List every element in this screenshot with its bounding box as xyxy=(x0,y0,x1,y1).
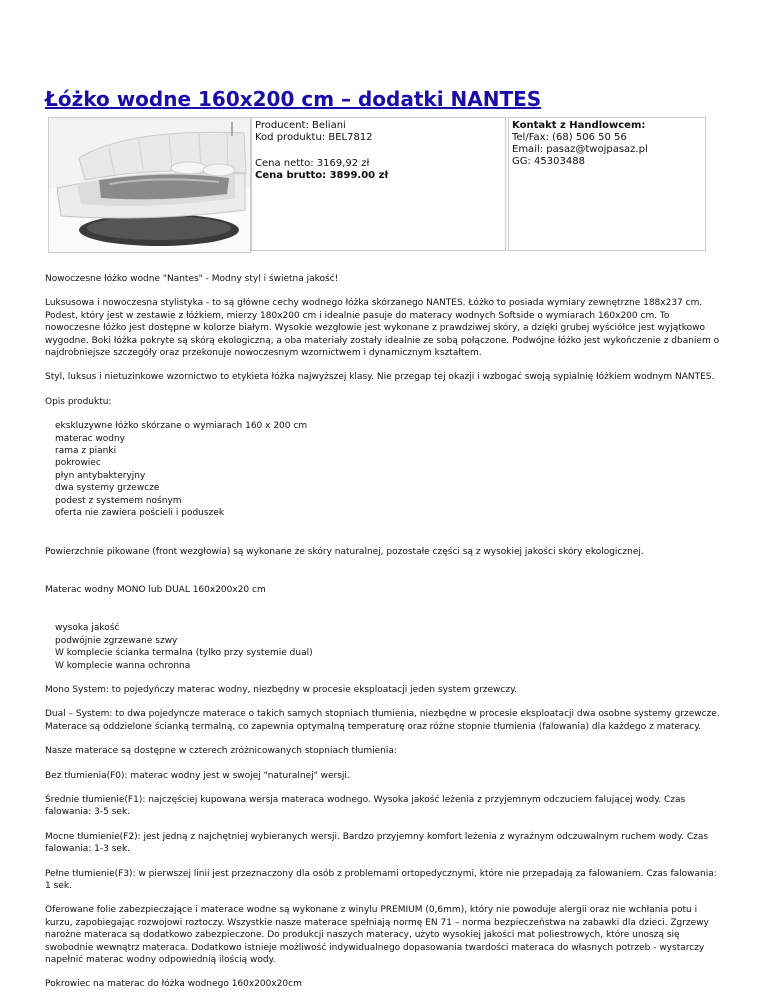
description-paragraph-1: Luksusowa i nowoczesna stylistyka - to są główne cechy wodnego łóżka skórzanego NANTES. Łóżko to posiada wymiary zewnętrzne 188x237 cm. Podest, który jest w zestawie z łóżkiem, mierzy 180x200 cm i idealnie pasuje do materacy wodnych Softside o wymiarach 160x200 cm. To nowoczesne łóżko jest dostępne w kolorze białym. Wysokie wezgłowie jest wykonane z prawdziwej skóry, a dzięki grubej wyściółce jest wyjątkowo wygodne. Boki łóżka pokryte są skórą ekologiczną, a oba materiały zostały idealnie ze sobą połączone. Podwójne łóżko jest wykończenie z dbaniem o najdrobniejsze szczegóły oraz przekonuje nowoczesnym wzornictwem i dynamicznym kształtem. xyxy=(45,298,720,359)
surfaces-paragraph: Powierzchnie pikowane (front wezgłowia) są wykonane ze skóry naturalnej, pozostałe części są z wysokiej jakości skóry ekologicznej. xyxy=(45,546,644,557)
intro-paragraph: Nowoczesne łóżko wodne "Nantes" - Modny styl i świetna jakość! xyxy=(45,274,339,284)
product-header xyxy=(45,117,723,253)
contact-gg: GG: 45303488 xyxy=(512,156,585,167)
contact-phone: Tel/Fax: (68) 506 50 56 xyxy=(512,132,627,143)
list-item: podest z systemem nośnym xyxy=(55,495,182,506)
list-item: płyn antybakteryjny xyxy=(55,470,146,481)
gross-price-text: Cena brutto: 3899.00 zł xyxy=(255,170,389,181)
list-item: materac wodny xyxy=(55,433,125,444)
contact-email: Email: pasaz@twojpasaz.pl xyxy=(512,144,648,155)
cover-paragraph: Pokrowiec na materac do łóżka wodnego 160x200x20cm xyxy=(45,979,302,990)
mattress-title: Materac wodny MONO lub DUAL 160x200x20 cm xyxy=(45,584,266,595)
contact-box xyxy=(508,117,706,251)
bed-photo-icon xyxy=(49,118,250,252)
list-item: dwa systemy grzewcze xyxy=(55,483,160,494)
list-item: W komplecie wanna ochronna xyxy=(55,660,191,671)
description-paragraph-2: Styl, luksus i nietuzinkowe wzornictwo to etykieta łóżka najwyższej klasy. Nie przegap tej okazji i wzbogać swoją sypialnię łóżkiem wodnym NANTES. xyxy=(45,372,715,383)
product-image xyxy=(48,117,251,253)
list-item: wysoka jakość xyxy=(55,623,120,634)
opis-label: Opis produktu: xyxy=(45,396,112,407)
foils-paragraph: Oferowane folie zabezpieczające i materace wodne są wykonane z winylu PREMIUM (0,6mm), który nie powoduje alergii oraz nie wchłania potu i kurzu, zapobiegając rozwojowi roztoczy. Wszystkie nasze materace spełniają normę EN 71 – norma bezpieczeństwa na zabawki dla dzieci. Zgrzewy narożne materaca są dodatkowo zabezpieczone. Do produkcji naszych materacy, użyto wysokiej jakości mat poliestrowych, które unoszą się swobodnie wewnątrz materaca. Dodatkowo istnieje możliwość indywidualnego dopasowania twardości materaca do własnych potrzeb - wystarczy napełnić materac wodny odpowiednią ilością wody. xyxy=(45,905,709,966)
list-item: oferta nie zawiera pościeli i poduszek xyxy=(55,508,225,519)
page-title xyxy=(45,0,723,114)
dual-system-paragraph: Dual – System: to dwa pojedyncze materace o takich samych stopniach tłumienia, niezbędne w procesie eksploatacji dwa osobne systemy grzewcze. Materace są oddzielone ścianką termalną, co zapewnia optymalną temperaturę oraz różne stopnie tłumienia (falowania) dla każdego z materacy. xyxy=(45,709,720,732)
product-code-text: Kod produktu: BEL7812 xyxy=(255,132,373,143)
contact-heading: Kontakt z Handlowcem: xyxy=(512,120,646,131)
levels-intro: Nasze materace są dostępne w czterech zróżnicowanych stopniach tłumienia: xyxy=(45,746,397,757)
list-item: pokrowiec xyxy=(55,458,101,469)
mattress-features-list xyxy=(45,622,723,672)
level-f3: Pełne tłumienie(F3): w pierwszej linii jest przeznaczony dla osób z problemami ortopedycznymi, które nie przepadają za falowaniem. Czas falowania: 1 sek. xyxy=(45,868,717,891)
producer-text: Producent: Beliani xyxy=(255,120,346,131)
list-item: rama z pianki xyxy=(55,446,117,457)
product-description xyxy=(45,273,723,991)
features-list xyxy=(45,420,723,519)
product-title-link[interactable]: Łóżko wodne 160x200 cm – dodatki NANTES xyxy=(45,87,542,111)
price-info-box xyxy=(251,117,506,251)
list-item: W komplecie ścianka termalna (tylko przy systemie dual) xyxy=(55,648,313,659)
level-f1: Średnie tłumienie(F1): najczęściej kupowana wersja materaca wodnego. Wysoka jakość leżenia z przyjemnym odczuciem falującej wody. Czas falowania: 3-5 sek. xyxy=(45,794,686,818)
list-item: ekskluzywne łóżko skórzane o wymiarach 160 x 200 cm xyxy=(55,421,308,432)
level-f0: Bez tłumienia(F0): materac wodny jest w swojej "naturalnej" wersji. xyxy=(45,770,350,781)
list-item: podwójnie zgrzewane szwy xyxy=(55,635,178,646)
mono-system-paragraph: Mono System: to pojedyńczy materac wodny, niezbędny w procesie eksploatacji jeden system grzewczy. xyxy=(45,684,517,695)
net-price-text: Cena netto: 3169,92 zł xyxy=(255,158,370,169)
level-f2: Mocne tłumienie(F2): jest jedną z najchętniej wybieranych wersji. Bardzo przyjemny komfort leżenia z wyraźnym odczuwalnym ruchem wody. Czas falowania: 1-3 sek. xyxy=(45,831,709,855)
